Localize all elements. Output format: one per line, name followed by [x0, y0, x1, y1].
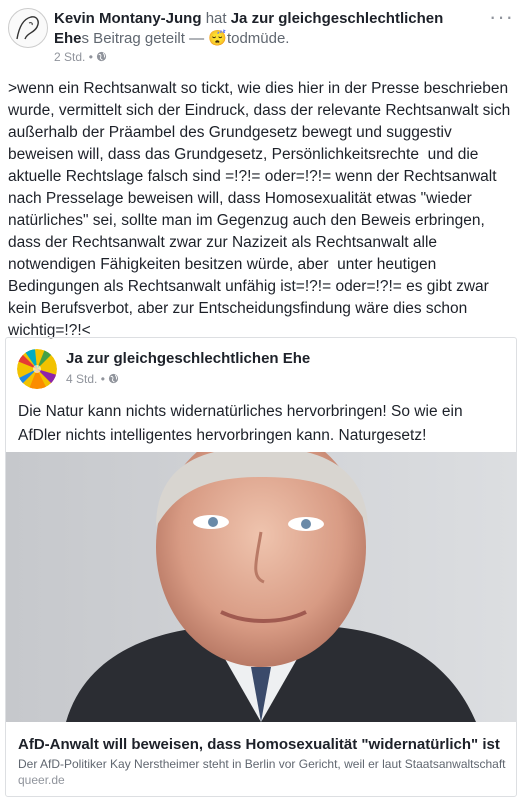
shared-post-time[interactable]: 4 Std. — [66, 372, 98, 386]
shared-post-text: Die Natur kann nichts widernatürliches hervorbringen! So wie ein AfDler nichts intelligentes hervorbringen kann. Naturgesetz! — [18, 403, 463, 444]
link-title[interactable]: AfD-Anwalt will beweisen, dass Homosexualität "widernatürlich" ist — [18, 736, 500, 753]
globe-icon — [96, 50, 107, 64]
post-header — [0, 0, 528, 72]
globe-icon — [108, 372, 119, 386]
author-name[interactable]: Kevin Montany-Jung — [54, 10, 202, 27]
header-connector: hat — [205, 10, 227, 27]
post-text: >wenn ein Rechtsanwalt so tickt, wie dies hier in der Presse beschrieben wurde, vermittelt sich der Eindruck, dass der relevante Rechtsanwalt sich außerhalb der Präambel des Grundgesetz bewegt und suggestiv beweisen will, dass das Grundgesetz, Persönlichkeitsrechte und die aktuelle Rechtslage falsch sind =!?!= oder=!?!= wenn der Rechtsanwalt nach Presselage beweisen will, dass Homosexualität etwas "wieder natürliches" sei, sollte man im Gegenzug auch den Beweis erbringen, dass der Rechtsanwalt zwar zur Nazizeit als Rechtsanwalt alle notwendigen Fähigkeiten besitzen würde, aber unter heutigen Bedingungen als Rechtsanwalt unfähig ist=!?!= oder=!?!= es gibt zwar kein Berufsverbot, aber zur Entscheidungsfindung wäre dies schon wichtig=!?!< — [8, 80, 515, 339]
author-avatar[interactable] — [8, 8, 48, 48]
feeling-text: todmüde. — [226, 30, 290, 47]
post-meta: 2 Std. • — [54, 50, 107, 64]
link-description: Der AfD-Politiker Kay Nerstheimer steht in Berlin vor Gericht, weil er laut Staatsanwaltschaft — [18, 757, 506, 771]
page-avatar[interactable] — [17, 349, 57, 389]
post-header-line — [54, 9, 474, 49]
link-preview-image[interactable] — [6, 452, 516, 722]
post-time[interactable]: 2 Std. — [54, 50, 86, 64]
more-options-button[interactable]: ··· — [489, 4, 514, 29]
shared-post-card[interactable] — [5, 337, 517, 797]
link-domain: queer.de — [18, 773, 65, 787]
shared-page-name[interactable]: Ja zur gleichgeschlechtlichen Ehe — [66, 350, 311, 367]
sleepy-emoji-icon: 😴 — [208, 30, 227, 47]
shared-post-meta: 4 Std. • — [66, 372, 119, 386]
shared-suffix: s Beitrag geteilt — — [81, 30, 205, 47]
shared-page-link[interactable]: Ja zur gleichgeschlechtlichen Ehe — [54, 10, 444, 47]
